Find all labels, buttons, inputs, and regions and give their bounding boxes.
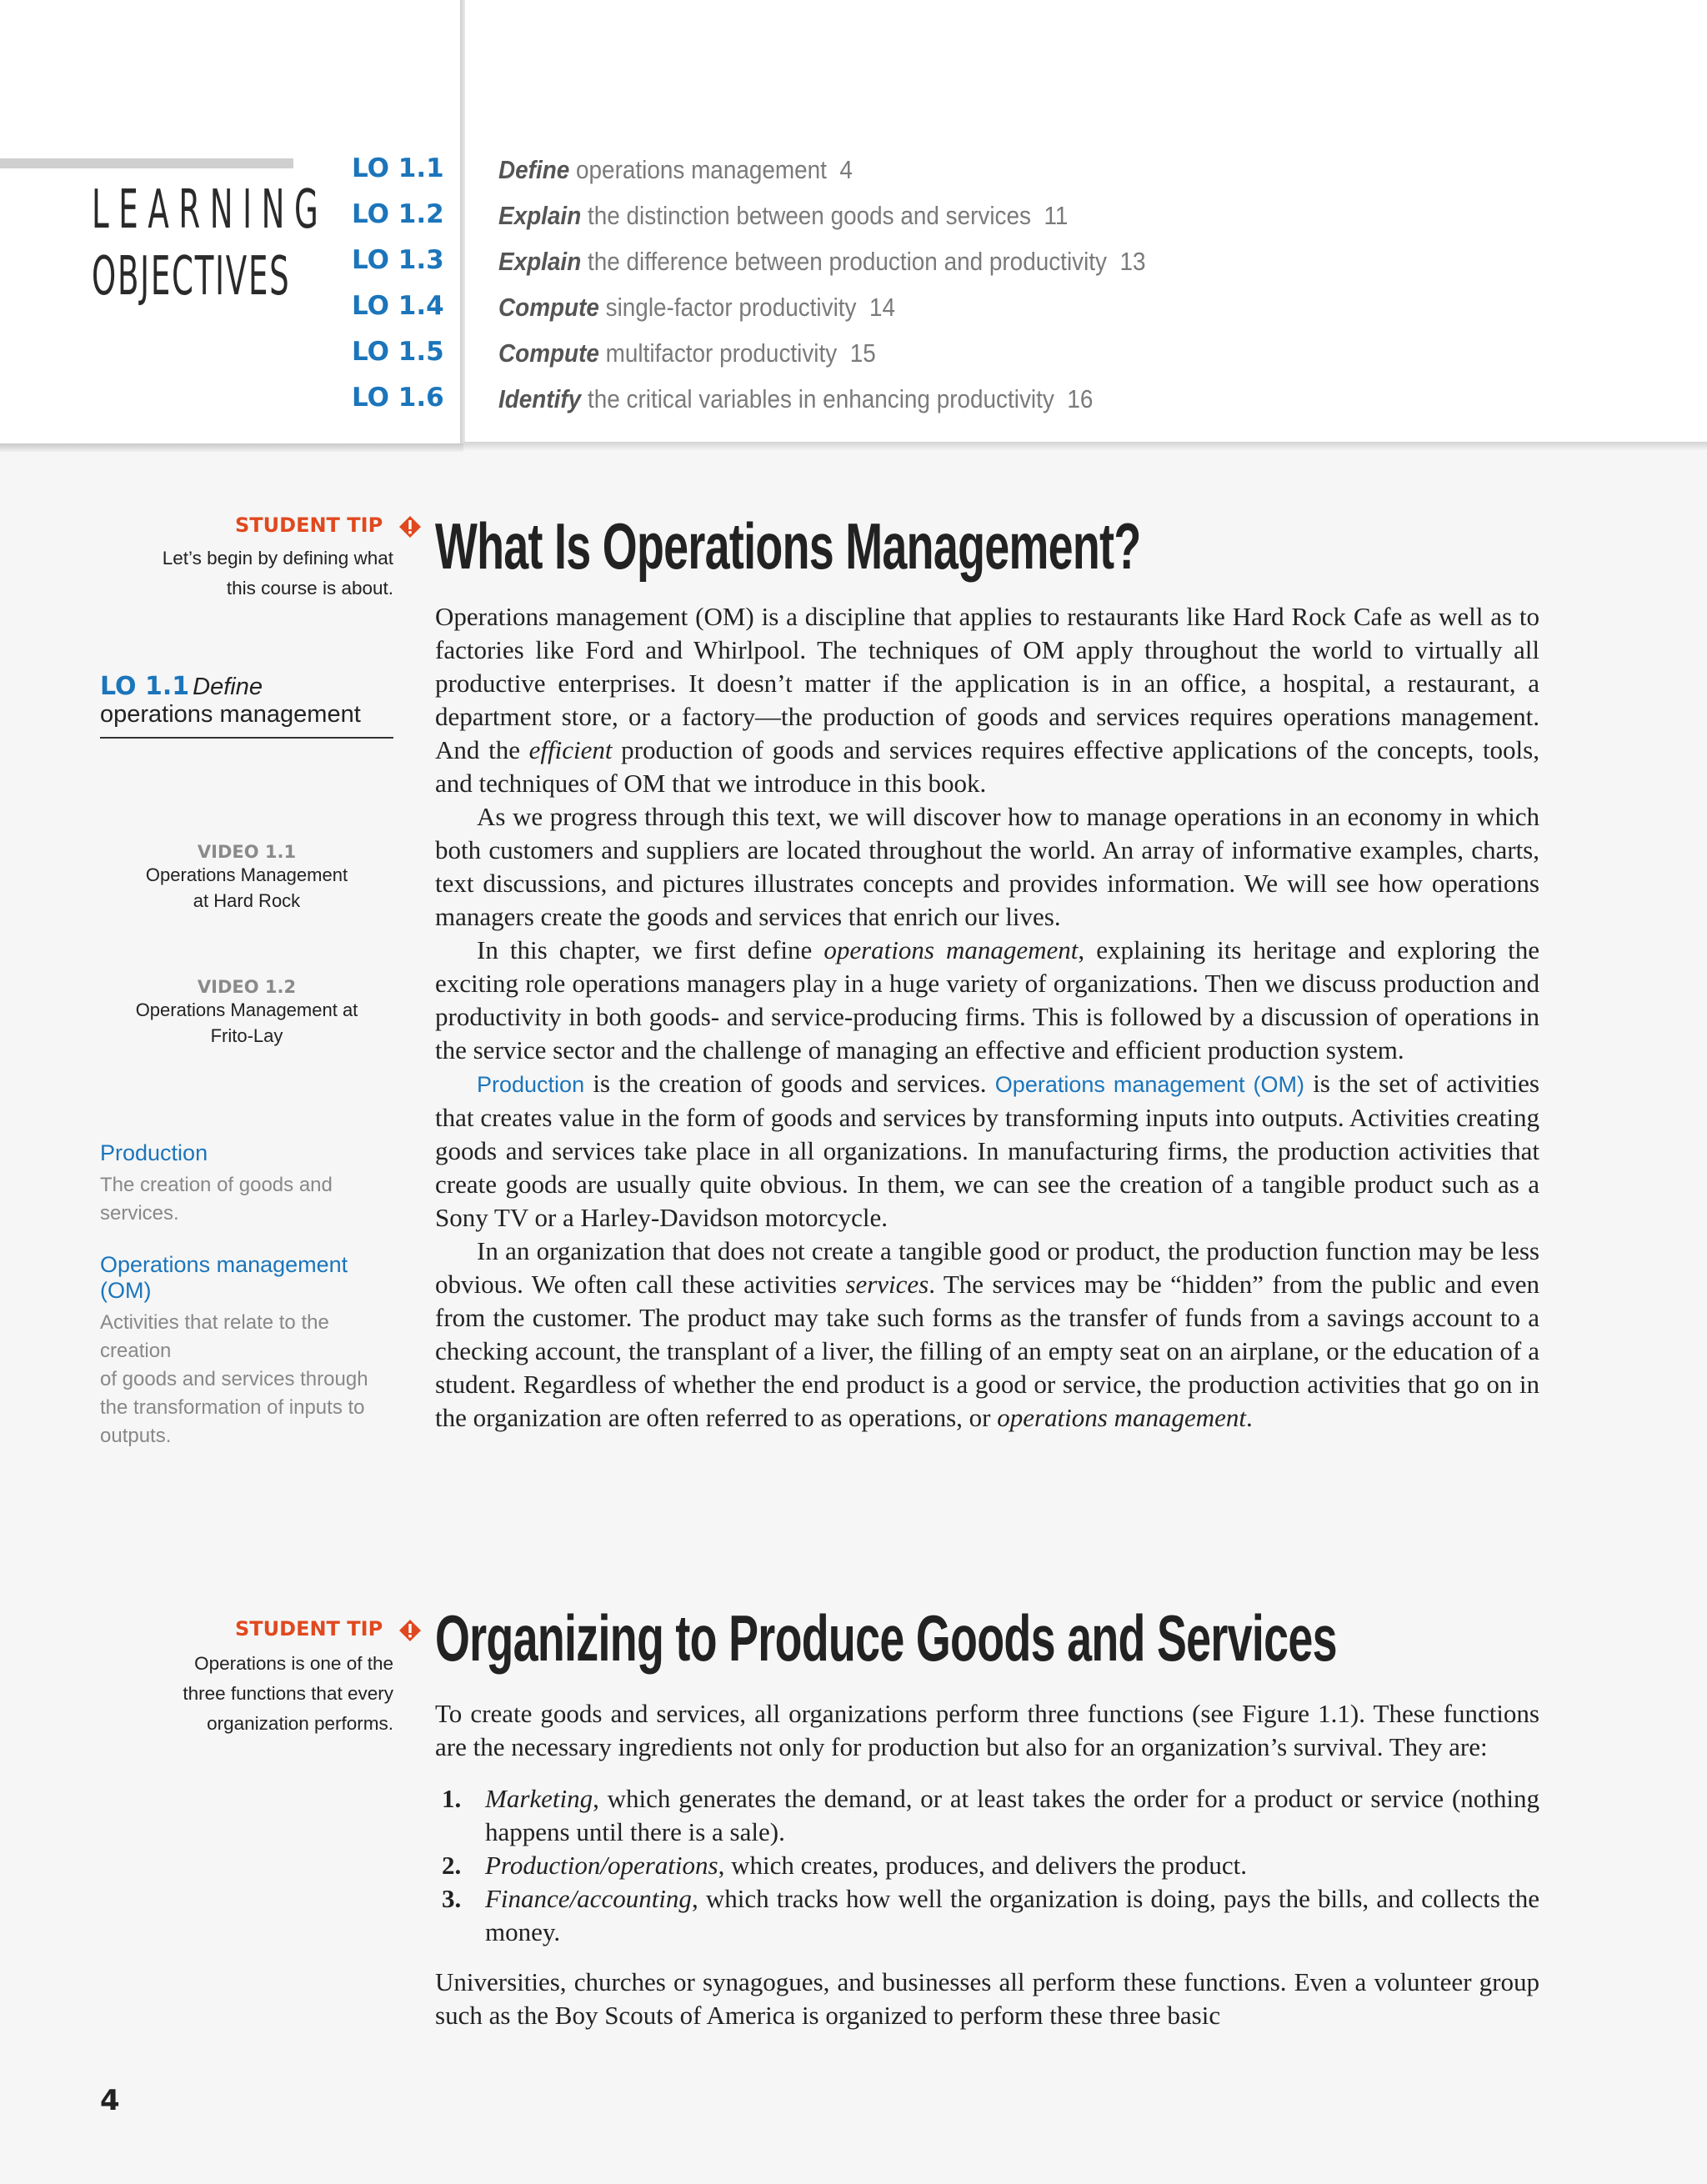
key-term: Production bbox=[477, 1072, 585, 1097]
text-run: , which tracks how well the organization is doing, pays the bills, and collects the money. bbox=[485, 1884, 1539, 1946]
list-item bbox=[435, 1782, 1539, 1849]
glossary-entry bbox=[100, 1140, 400, 1228]
list-number: 1. bbox=[442, 1784, 462, 1813]
objective-verb: Define bbox=[498, 155, 570, 184]
tip-line: organization performs. bbox=[207, 1713, 393, 1734]
text-run: , which creates, produces, and delivers the product. bbox=[718, 1851, 1247, 1880]
text-run: Operations management (OM) is a discipline that applies to restaurants like Hard Rock Cafe as well as to factories like Ford and Whirlpool. The techniques of OM apply throughout the world to virtually all productive enterprises. It doesn’t matter if the application is in an office, a hospital, a restaurant, a department store, or a factory—the production of goods and services requires operations management. And the bbox=[435, 602, 1539, 764]
paragraph: To create goods and services, all organizations perform three functions (see Figure 1.1). These functions are the necessary ingredients not only for production but also for an organization’s survival. They are: bbox=[435, 1699, 1539, 1761]
emphasis: operations management bbox=[823, 935, 1079, 964]
list-item bbox=[435, 1882, 1539, 1949]
divider bbox=[460, 0, 465, 450]
objective-code: LO 1.5 bbox=[352, 337, 444, 367]
video-label: VIDEO 1.1 bbox=[197, 842, 297, 862]
objective-code: LO 1.2 bbox=[352, 199, 444, 229]
emphasis: Finance/accounting bbox=[485, 1884, 692, 1913]
objective-description: the critical variables in enhancing productivity bbox=[581, 384, 1054, 413]
paragraph bbox=[435, 1067, 1539, 1235]
tip-line: three functions that every bbox=[183, 1683, 393, 1704]
list-number: 2. bbox=[442, 1851, 462, 1880]
objective-page: 13 bbox=[1119, 247, 1146, 276]
divider bbox=[463, 442, 1707, 450]
warning-icon bbox=[398, 1619, 422, 1642]
objective-verb: Compute bbox=[498, 293, 599, 322]
key-term: Operations management (OM) bbox=[994, 1072, 1304, 1097]
heading-line: OBJECTIVES bbox=[92, 246, 291, 308]
objective-text bbox=[498, 201, 1068, 231]
video-title: Operations Management at bbox=[135, 999, 358, 1020]
text-run: In an organization that does not create a tangible good or product, the production function may be less obvious. We often call these activities bbox=[435, 1236, 1539, 1299]
list-number: 3. bbox=[442, 1884, 462, 1913]
text-run: production of goods and services requires effective applications of the concepts, tools, and techniques of OM that we introduce in this book. bbox=[435, 735, 1539, 798]
objective-description: single-factor productivity bbox=[598, 293, 857, 322]
student-tip-text bbox=[117, 543, 393, 604]
list-item bbox=[435, 1849, 1539, 1882]
objective-verb: Explain bbox=[498, 247, 582, 276]
paragraph bbox=[435, 600, 1539, 800]
objective-code: LO 1.4 bbox=[352, 291, 444, 321]
objective-code: LO 1.1 bbox=[100, 672, 190, 701]
glossary-term: Production bbox=[100, 1140, 208, 1165]
objective-code: LO 1.1 bbox=[352, 153, 444, 183]
section-body bbox=[435, 600, 1539, 1435]
objective-description: operations management bbox=[100, 701, 361, 728]
objective-page: 16 bbox=[1067, 384, 1094, 413]
objective-text bbox=[498, 155, 853, 185]
objective-text bbox=[498, 293, 895, 323]
text-run: , which generates the demand, or at least takes the order for a product or service (nothing happens until there is a sale). bbox=[485, 1784, 1539, 1846]
section-body bbox=[435, 1697, 1539, 2032]
text-run: is the creation of goods and services. bbox=[584, 1069, 995, 1098]
text-run: , explaining its heritage and exploring the exciting role operations managers play in a huge variety of organizations. Then we discuss production and productivity in both goods- and service-producing firms. This is followed by a discussion of operations in the service sector and the challenge of managing an effective and efficient production system. bbox=[435, 935, 1539, 1064]
glossary-definition bbox=[100, 1171, 400, 1228]
emphasis: efficient bbox=[528, 735, 613, 764]
emphasis: Production/operations bbox=[485, 1851, 718, 1880]
video-link-1-2[interactable] bbox=[113, 977, 380, 1049]
learning-objective-note bbox=[100, 672, 393, 739]
function-list bbox=[435, 1782, 1539, 1949]
text-run: In this chapter, we first define bbox=[477, 935, 824, 964]
glossary-term: Operations management (OM) bbox=[100, 1252, 348, 1303]
objective-description: operations management bbox=[569, 155, 827, 184]
objective-page: 11 bbox=[1044, 201, 1069, 230]
glossary-definition bbox=[100, 1309, 400, 1450]
paragraph bbox=[435, 1235, 1539, 1435]
warning-icon bbox=[398, 515, 422, 538]
objective-description: the distinction between goods and services bbox=[581, 201, 1031, 230]
divider bbox=[0, 158, 293, 168]
divider bbox=[0, 443, 463, 452]
definition-line: the transformation of inputs to bbox=[100, 1396, 365, 1419]
objective-verb: Define bbox=[193, 674, 263, 700]
paragraph: Universities, churches or synagogues, and businesses all perform these functions. Even a volunteer group such as the Boy Scouts of America is organized to perform these three basic bbox=[435, 1967, 1539, 2030]
video-title: at Hard Rock bbox=[193, 890, 301, 911]
student-tip-label: STUDENT TIP bbox=[235, 1617, 383, 1641]
heading-line: LEARNING bbox=[92, 179, 328, 241]
emphasis: operations management bbox=[997, 1403, 1247, 1432]
objective-verb: Compute bbox=[498, 338, 599, 368]
section-title: What Is Operations Management? bbox=[435, 509, 1141, 583]
video-link-1-1[interactable] bbox=[113, 842, 380, 914]
student-tip-label: STUDENT TIP bbox=[235, 513, 383, 537]
student-tip-text bbox=[117, 1649, 393, 1739]
paragraph: As we progress through this text, we will discover how to manage operations in an economy in which both customers and suppliers are located throughout the world. An array of informative examples, charts, text discussions, and pictures illustrates concepts and provides information. We will see how operations managers create the goods and services that enrich our lives. bbox=[435, 802, 1539, 931]
definition-line: The creation of goods and bbox=[100, 1174, 333, 1196]
emphasis: Marketing bbox=[485, 1784, 593, 1813]
objective-text bbox=[498, 247, 1146, 277]
definition-line: of goods and services through bbox=[100, 1368, 368, 1390]
objective-text bbox=[498, 384, 1093, 414]
objective-verb: Explain bbox=[498, 201, 582, 230]
section-title: Organizing to Produce Goods and Services bbox=[435, 1601, 1337, 1675]
emphasis: services bbox=[845, 1270, 929, 1299]
objective-description: multifactor productivity bbox=[598, 338, 838, 368]
definition-line: Activities that relate to the creation bbox=[100, 1311, 329, 1362]
objective-code: LO 1.3 bbox=[352, 245, 444, 275]
paragraph bbox=[435, 934, 1539, 1067]
definition-line: outputs. bbox=[100, 1425, 172, 1447]
video-label: VIDEO 1.2 bbox=[197, 977, 297, 997]
tip-line: Let’s begin by defining what bbox=[162, 548, 393, 569]
video-title: Frito-Lay bbox=[210, 1025, 283, 1046]
text-run: . bbox=[1246, 1403, 1253, 1432]
objective-text bbox=[498, 338, 876, 368]
objective-page: 15 bbox=[849, 338, 876, 368]
objective-description: the difference between production and productivity bbox=[581, 247, 1107, 276]
learning-objectives-panel bbox=[0, 0, 1707, 450]
definition-line: services. bbox=[100, 1202, 179, 1225]
glossary-entry bbox=[100, 1252, 400, 1450]
video-title: Operations Management bbox=[145, 864, 348, 885]
tip-line: this course is about. bbox=[226, 578, 393, 599]
text-run: . The services may be “hidden” from the public and even from the customer. The product may take such forms as the transfer of funds from a savings account to a checking account, the transplant of a liver, the filling of an empty seat on an airplane, or the education of a student. Regardless of whether the end product is a good or service, the production activities that go on in the organization are often referred to as operations, or bbox=[435, 1270, 1539, 1432]
learning-objectives-heading bbox=[92, 177, 328, 310]
page-number: 4 bbox=[100, 2084, 120, 2117]
objective-page: 4 bbox=[839, 155, 853, 184]
objective-code: LO 1.6 bbox=[352, 383, 444, 413]
objective-verb: Identify bbox=[498, 384, 582, 413]
objective-page: 14 bbox=[869, 293, 896, 322]
tip-line: Operations is one of the bbox=[194, 1653, 393, 1674]
text-run: is the set of activities that creates value in the form of goods and services by transforming inputs into outputs. Activities creating goods and services take place in all organizations. In manufacturing firms, the production activities that create goods are usually quite obvious. In them, we can see the creation of a tangible product such as a Sony TV or a Harley-Davidson motorcycle. bbox=[435, 1069, 1539, 1232]
